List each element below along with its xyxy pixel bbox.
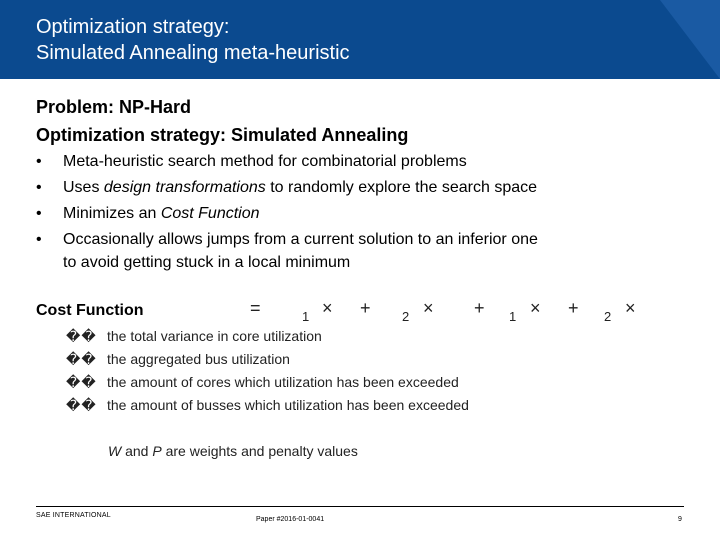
bullet-icon: • [36,205,42,222]
problem-heading: Problem: NP-Hard [36,97,192,117]
term-symbol: �� [66,351,97,367]
bullet-icon: • [36,231,42,248]
term-symbol: �� [66,328,97,344]
times-sign: × [322,298,333,318]
page-number: 9 [678,516,682,523]
bullet-icon: • [36,153,42,170]
term-description: the amount of cores which utilization has been exceeded [107,374,459,390]
bullet-text: Uses design transformations to randomly explore the search space [63,179,538,196]
term-description: the amount of busses which utilization has been exceeded [107,397,469,413]
footer-organization: SAE INTERNATIONAL [36,512,111,519]
strategy-heading: Optimization strategy: Simulated Annealing [36,125,409,145]
slide-title-line-2: Simulated Annealing meta-heuristic [36,42,350,64]
plus-sign: + [474,298,485,318]
weight-subscript: 2 [402,309,410,324]
footer-paper-number: Paper #2016-01-0041 [256,516,325,523]
bullet-text: Occasionally allows jumps from a current solution to an inferior one [63,231,538,248]
bullet-text: Minimizes an Cost Function [63,205,260,222]
term-description: the total variance in core utilization [107,328,322,344]
title-bar [0,0,720,79]
equals-sign: = [250,298,261,318]
penalty-subscript: 2 [604,309,612,324]
header-accent [660,0,720,79]
penalty-subscript: 1 [509,309,517,324]
plus-sign: + [568,298,579,318]
bullet-icon: • [36,179,42,196]
times-sign: × [423,298,434,318]
weight-subscript: 1 [302,309,310,324]
term-description: the aggregated bus utilization [107,351,290,367]
cost-function-heading: Cost Function [36,302,144,319]
weights-note: W and P are weights and penalty values [108,443,358,459]
times-sign: × [625,298,636,318]
slide-title-line-1: Optimization strategy: [36,16,230,38]
footer-divider [36,506,684,507]
plus-sign: + [360,298,371,318]
term-symbol: �� [66,397,97,413]
term-symbol: �� [66,374,97,390]
times-sign: × [530,298,541,318]
bullet-text: Meta-heuristic search method for combinatorial problems [63,153,467,170]
